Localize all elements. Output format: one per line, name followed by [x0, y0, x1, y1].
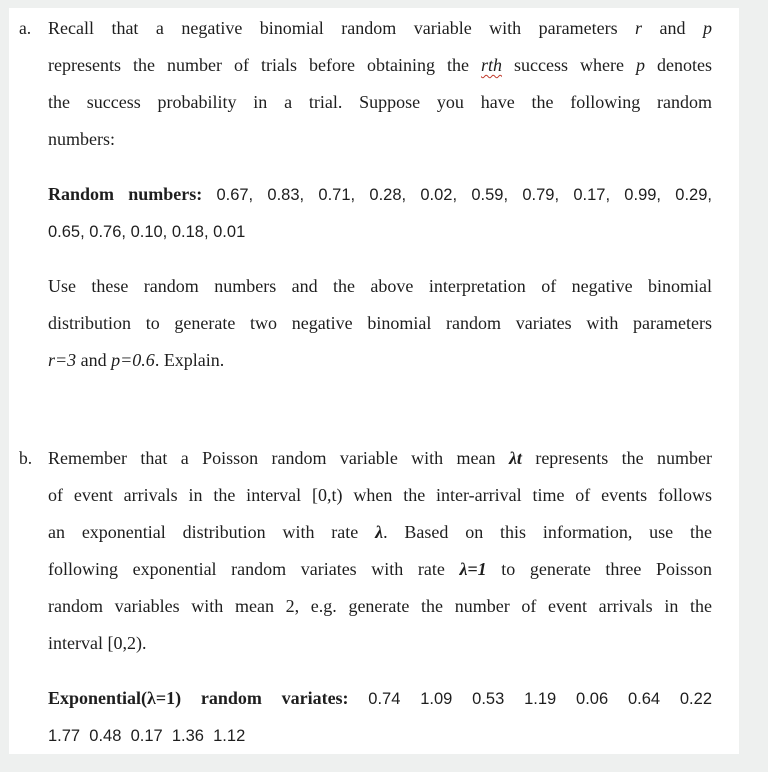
param-p: p=0.6	[111, 350, 155, 370]
part-b-line-6: interval [0,2).	[48, 633, 147, 653]
part-a-marker: a.	[19, 18, 32, 38]
rth-spellcheck: rth	[480, 55, 502, 75]
part-b-line-3: an exponential distribution with rate λ. Based on this information, use the	[48, 522, 712, 542]
var-r: r	[635, 18, 643, 38]
exp-variates-label: Exponential(λ=1) random variates:	[48, 688, 349, 708]
random-numbers-line-2: 0.65, 0.76, 0.10, 0.18, 0.01	[48, 223, 246, 241]
exp-variates-line-2: 1.77 0.48 0.17 1.36 1.12	[48, 727, 246, 745]
var-p-2: p	[636, 55, 645, 75]
part-b-line-1: Remember that a Poisson random variable with mean λt represents the number	[48, 448, 712, 468]
part-a-line-1: Recall that a negative binomial random variable with parameters r and p	[48, 18, 712, 38]
random-numbers-values: 0.67, 0.83, 0.71, 0.28, 0.02, 0.59, 0.79, 0.17, 0.99, 0.29,	[216, 186, 712, 204]
part-b-marker: b.	[19, 448, 33, 468]
exp-variates-line-1	[48, 680, 712, 717]
part-a-line-3: the success probability in a trial. Suppose you have the following random	[48, 92, 712, 112]
lambda-eq: λ=1	[459, 559, 487, 579]
var-p: p	[703, 18, 712, 38]
lambda-t: λt	[508, 448, 522, 468]
document-page	[9, 8, 739, 754]
part-b-body	[48, 440, 712, 754]
part-b-line-4: following exponential random variates with rate λ=1 to generate three Poisson	[48, 559, 712, 579]
param-r: r=3	[48, 350, 77, 370]
random-numbers-label: Random numbers:	[48, 184, 203, 204]
exp-variates-values: 0.74 1.09 0.53 1.19 0.06 0.64 0.22	[368, 690, 712, 708]
part-a-line-2: represents the number of trials before obtaining the rth success where p denotes	[48, 55, 712, 75]
lambda-symbol: λ	[375, 522, 384, 542]
part-a-body	[48, 10, 712, 379]
part-a-line-4: numbers:	[48, 129, 115, 149]
part-a-instruction-1: Use these random numbers and the above interpretation of negative binomial	[48, 276, 712, 296]
part-a-instruction-3: r=3 and p=0.6. Explain.	[48, 350, 225, 370]
part-a-instruction-2: distribution to generate two negative binomial random variates with parameters	[48, 313, 712, 333]
random-numbers-line-1	[48, 176, 712, 213]
part-b-line-2: of event arrivals in the interval [0,t) when the inter-arrival time of events follows	[48, 485, 712, 505]
part-b-line-5: random variables with mean 2, e.g. generate the number of event arrivals in the	[48, 596, 712, 616]
